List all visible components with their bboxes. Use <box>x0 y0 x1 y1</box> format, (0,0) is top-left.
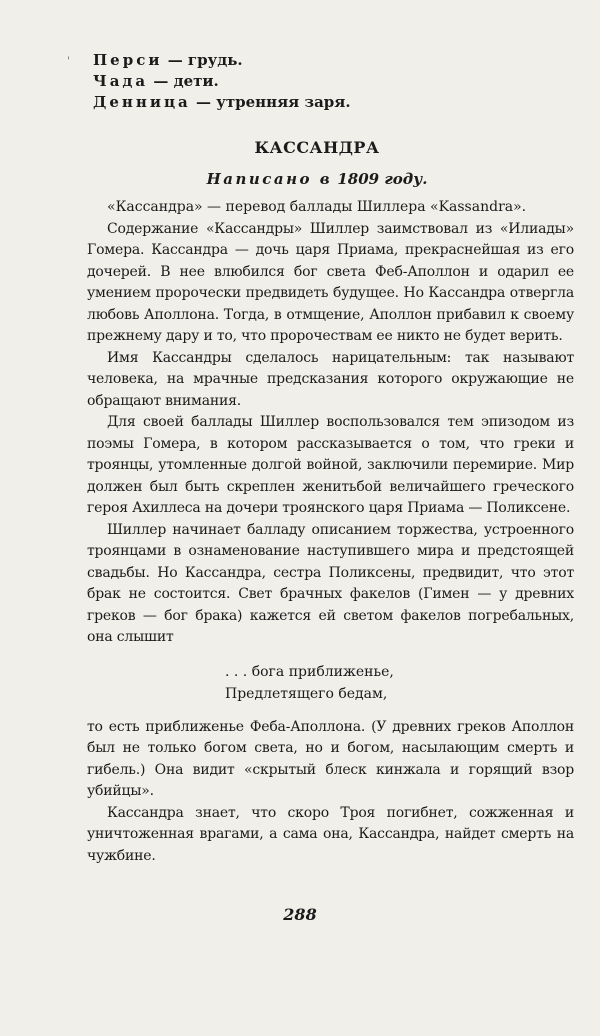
verse-line: Предлетящего бедам, <box>225 685 388 702</box>
margin-mark: ' <box>67 56 70 67</box>
paragraph: Кассандра знает, что скоро Троя погибнет, сожженная и уничтоженная врагами, а сама она, Кассандра, найдет смерть на чужбине. <box>87 804 574 864</box>
verse-line: . . . бога приближенье, <box>225 663 394 680</box>
commentary-body <box>87 197 574 867</box>
subtitle-spaced: Написано в <box>206 170 333 188</box>
glossary-definition: утренняя заря. <box>216 93 351 111</box>
page-number: 288 <box>283 905 317 924</box>
section-subtitle <box>87 168 547 190</box>
page-content <box>87 50 574 867</box>
glossary-term: Чада <box>93 72 149 90</box>
paragraph: Для своей баллады Шиллер воспользовался тем эпизодом из поэмы Гомера, в котором рассказывается о том, что греки и троянцы, утомленные долгой войной, заключили перемирие. Мир должен был быть скреплен женитьбой величайшего греческого героя Ахиллеса на дочери троянского царя Приама — Поликсене. <box>87 414 574 516</box>
glossary-definition: грудь. <box>187 51 243 69</box>
glossary-entry: Перси — грудь. <box>93 51 243 69</box>
paragraph: Шиллер начинает балладу описанием торжества, устроенного троянцами в ознаменование наступившего мира и предстоящей свадьбы. Но Кассандра, сестра Поликсены, предвидит, что этот брак не состоится. Свет брачных факелов (Гимен — у древних греков — бог брака) кажется ей светом факелов погребальных, она слышит <box>87 521 574 645</box>
glossary-entry: Денница — утренняя заря. <box>93 93 351 111</box>
glossary-definition: дети. <box>173 72 219 90</box>
paragraph: то есть приближенье Феба-Аполлона. (У древних греков Аполлон был не только богом света, но и богом, насылающим смерть и гибель.) Она видит «скрытый блеск кинжала и горящий взор убийцы». <box>87 718 574 799</box>
glossary-term: Перси <box>93 51 163 69</box>
glossary-term: Денница <box>93 93 191 111</box>
paragraph: Содержание «Кассандры» Шиллер заимствовал из «Илиады» Гомера. Кассандра — дочь царя Приама, прекраснейшая из его дочерей. В нее влюбился бог света Феб-Аполлон и одарил ее умением пророчески предвидеть будущее. Но Кассандра отвергла любовь Аполлона. Тогда, в отмщение, Аполлон прибавил к своему прежнему дару и то, что пророчествам ее никто не будет верить. <box>87 220 574 344</box>
paragraph: Имя Кассандры сделалось нарицательным: так называют человека, на мрачные предсказания которого окружающие не обращают внимания. <box>87 349 574 409</box>
glossary-entry: Чада — дети. <box>93 72 219 90</box>
verse-quote <box>87 661 574 705</box>
section-title: КАССАНДРА <box>254 138 380 157</box>
subtitle-year: 1809 году. <box>337 170 428 188</box>
paragraph: «Кассандра» — перевод баллады Шиллера «Kassandra». <box>107 199 527 215</box>
